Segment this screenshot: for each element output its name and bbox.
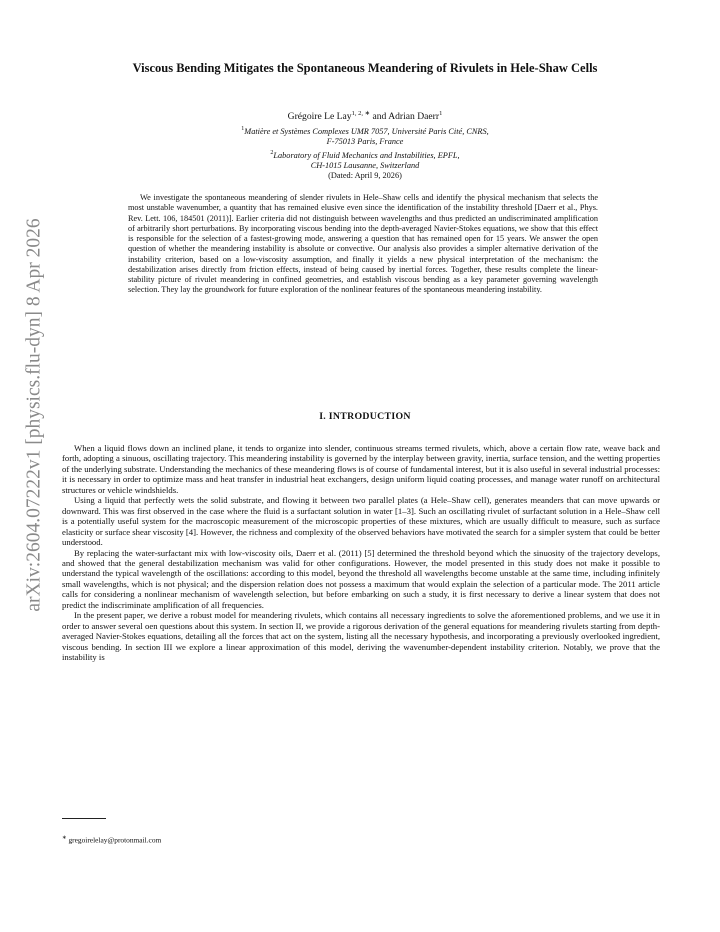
paper-title: Viscous Bending Mitigates the Spontaneous Meandering of Rivulets in Hele-Shaw Cells	[132, 61, 598, 75]
paragraph: When a liquid flows down an inclined plane, it tends to organize into slender, continuous streams termed rivulets, which, above a certain flow rate, weave back and forth, adopting a sinuous, oscillating trajectory. This meandering instability is governed by the interplay between gravity, inertia, surface tension, and the wetting properties of the underlying substrate. Understanding the mechanics of these meandering flows is of course of fundamental interest, but it is also useful in several industrial processes: it is necessary in order to optimize mass and heat transfer in industrial heat exchangers, design uniform liquid coating processes, and manage water runoff on architectural structures or vehicle windshields.	[62, 443, 660, 495]
footnote-email[interactable]: gregoirelelay@protonmail.com	[68, 835, 162, 845]
author-conjunction: and	[370, 111, 389, 123]
affiliation-2-city: CH-1015 Lausanne, Switzerland	[310, 160, 420, 170]
affiliation-2: $^2$Laboratory of Fluid Mechanics and Instabilities, EPFL,	[270, 149, 460, 160]
footnote	[62, 835, 161, 844]
date-line: (Dated: April 9, 2026)	[328, 171, 402, 181]
affiliation-marks: 1	[439, 110, 443, 117]
footnote-mark: ∗	[62, 835, 67, 841]
affiliation-marks: 1, 2, ∗	[351, 110, 371, 117]
arxiv-sidebar	[20, 200, 50, 630]
paragraph: Using a liquid that perfectly wets the solid substrate, and flowing it between two parallel plates (a Hele–Shaw cell), generates meanders that can move upwards or downward. This was first observed in the case where the fluid is a surfactant solution in water [1–3]. Such an oscillating rivulet of surfactant solution in a Hele–Shaw cell is a potentially useful system for the macroscopic measurement of the microscopic properties of these mixtures, which are usually difficult to measure, such as surface elasticity or surface shear viscosity [4]. However, the richness and complexity of the observed behaviors have motivated the search for a simpler system that could be better understood.	[62, 495, 660, 548]
affiliation-1: $^1$Matière et Systèmes Complexes UMR 7057, Université Paris Cité, CNRS,	[241, 126, 489, 136]
paragraph: By replacing the water-surfactant mix with low-viscosity oils, Daerr et al. (2011) [5] determined the threshold beyond which the sinuosity of the trajectory develops, and showed that the general destabilization mechanism was valid for other configurations. However, the model presented in this study does not make it possible to understand the typical wavelength of the oscillations: according to this model, beyond the threshold all wavelengths become unstable at the same time, including infinitely small wavelengths, which is not physical; and the dispersion relation does not possess a maximum that would explain the selection of a particular mode. The 2011 article calls for considering a nonlinear mechanism of wavelength selection, but before embarking on such a study, it is first necessary to derive a linear system that does not predict the indiscriminate amplification of all frequencies.	[62, 547, 660, 610]
author-list	[70, 108, 660, 123]
footnote-rule	[62, 818, 106, 819]
author-name: Grégoire Le Lay	[287, 111, 352, 123]
affiliations	[120, 124, 610, 182]
body-text	[62, 443, 660, 663]
author-name: Adrian Daerr	[388, 111, 440, 123]
abstract: We investigate the spontaneous meandering of slender rivulets in Hele–Shaw cells and identify the physical mechanism that selects the most unstable wavenumber, a quantity that has remained elusive even since the identification of the instability threshold [Daerr et al., Phys. Rev. Lett. 106, 184501 (2011)]. Earlier criteria did not distinguish between wavelengths and thus predicted an undiscriminated amplification of arbitrarily short perturbations. By incorporating viscous bending into the depth-averaged Navier-Stokes equations, we show that this effect is responsible for the selection of a fastest-growing mode, answering a question that has remained open for 15 years. We answer the open question of whether the meandering instability is absolute or convective. Our analysis also provides a simpler alternative derivation of the instability criterion, based on a low-viscosity assumption, and finally it yields a new physical interpretation of the mechanism: the destabilization arises directly from friction effects, instead of being caused by inertial forces. Together, these results complete the linear-stability picture of rivulet meandering in confined geometries, and establish viscous bending as a key parameter governing wavelength selection. They lay the groundwork for future exploration of the nonlinear features of the spontaneous meandering instability.	[128, 193, 598, 295]
arxiv-identifier[interactable]: arXiv:2604.07222v1 [physics.flu-dyn] 8 Apr 2026	[24, 218, 45, 612]
paragraph: In the present paper, we derive a robust model for meandering rivulets, which contains all necessary ingredients to solve the aforementioned problems, and we use it in order to answer several oen questions about this system. In section II, we provide a rigorous derivation of the general equations for meandering rivulets starting from depth-averaged Navier-Stokes equations, detailing all the forces that act on the system, listing all the necessary hypothesis, and incorporating a previously overlooked ingredient, viscous bending. In section III we explore a linear approximation of this model, deriving the wavenumber-dependent instability criterion. Notably, we prove that the instability is	[62, 610, 660, 663]
affiliation-1-city: F-75013 Paris, France	[326, 137, 404, 147]
section-heading: I. INTRODUCTION	[319, 411, 411, 422]
